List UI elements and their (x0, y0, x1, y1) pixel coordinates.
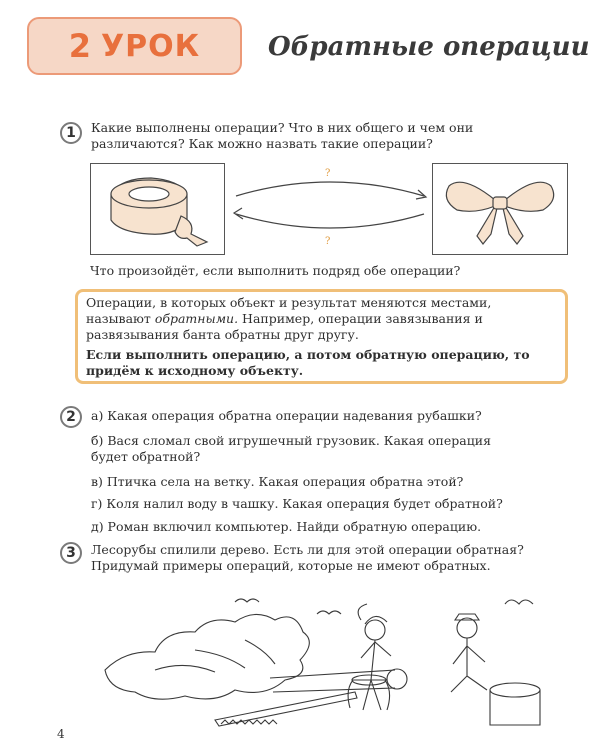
rule-bold-line1: Если выполнить операцию, а потом обратную операцию, то (86, 347, 530, 362)
lesson-word: УРОК (101, 28, 201, 64)
arrow-bottom-label: ? (325, 236, 331, 247)
lesson-number: 2 (68, 27, 92, 65)
task-3-number: 3 (60, 542, 82, 564)
rule-bold-line2: придём к исходному объекту. (86, 363, 304, 378)
task-2-e: д) Роман включил компьютер. Найди обратную операцию. (91, 519, 482, 534)
task-2-b-line2: будет обратной? (91, 449, 201, 464)
page-number: 4 (57, 727, 65, 741)
lesson-badge (27, 17, 242, 75)
rule-line3: развязывания банта обратны друг другу. (86, 327, 359, 342)
arrow-top-label: ? (325, 168, 331, 179)
task-3-line1: Лесорубы спилили дерево. Есть ли для этой операции обратная? (91, 542, 524, 557)
rule-line2-part1: называют (86, 311, 155, 326)
rule-line2 (86, 311, 558, 327)
bow-image (432, 163, 568, 255)
page-title: Обратные операции (268, 32, 590, 62)
task-1-number: 1 (60, 122, 82, 144)
lumberjacks-illustration (95, 580, 570, 730)
task-2-b-line1: б) Вася сломал свой игрушечный грузовик. Какая операция (91, 433, 491, 448)
task-2-d: г) Коля налил воду в чашку. Какая операция будет обратной? (91, 496, 503, 511)
rule-term: обратными. (154, 311, 239, 326)
task-3-line2: Придумай примеры операций, которые не имеют обратных. (91, 558, 491, 573)
task-2-c: в) Птичка села на ветку. Какая операция обратна этой? (91, 474, 464, 489)
task-2-a: а) Какая операция обратна операции надевания рубашки? (91, 408, 482, 423)
operation-arrows (228, 168, 433, 250)
task-1-follow-up: Что произойдёт, если выполнить подряд обе операции? (90, 263, 461, 278)
bow-icon (433, 164, 566, 253)
task-2-number: 2 (60, 406, 82, 428)
ribbon-roll-icon (91, 164, 223, 253)
task-1-question-line2: различаются? Как можно назвать такие операции? (91, 136, 433, 151)
ribbon-roll-image (90, 163, 225, 255)
rule-line2-part2: Например, операции завязывания и (238, 311, 483, 326)
task-1-question-line1: Какие выполнены операции? Что в них общего и чем они (91, 120, 474, 135)
rule-line1: Операции, в которых объект и результат меняются местами, (86, 295, 492, 310)
